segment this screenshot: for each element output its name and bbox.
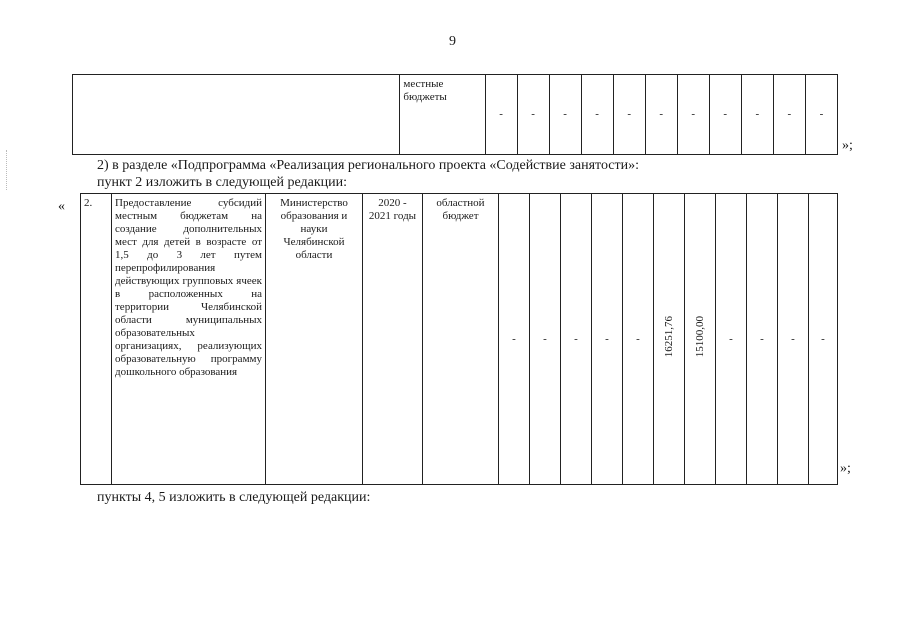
value-cell: - xyxy=(623,194,654,485)
value-cell xyxy=(654,194,685,485)
funding-source-label: местные бюджеты xyxy=(403,78,447,103)
value-cell: - xyxy=(581,75,613,155)
amendment-paragraph: пункты 4, 5 изложить в следующей редакции: xyxy=(97,490,371,505)
implementation-period: 2020 - 2021 годы xyxy=(368,197,417,222)
executor-cell xyxy=(266,194,363,485)
value-cell: - xyxy=(517,75,549,155)
page-number: 9 xyxy=(449,34,456,49)
value-cell: - xyxy=(716,194,747,485)
value-cell xyxy=(685,194,716,485)
executor-name: Министерство образования и науки Челябинской области xyxy=(280,197,348,261)
closing-quote: »; xyxy=(840,461,851,476)
value-cell: - xyxy=(741,75,773,155)
amendment-paragraph: пункт 2 изложить в следующей редакции: xyxy=(97,175,347,190)
measure-description: Предоставление субсидий местным бюджетам на создание дополнительных мест для детей в возрасте от 1,5 до 3 лет путем перепрофилирования действующих групповых ячеек в расположенных на территории Челябинской области муниципальных образовательных организациях, реализующих образовательную программу дошкольного образования xyxy=(115,197,262,378)
value-cell: - xyxy=(809,194,838,485)
value-cell: - xyxy=(709,75,741,155)
table-top-fragment xyxy=(72,74,838,155)
closing-quote: »; xyxy=(842,138,853,153)
value-cell: - xyxy=(613,75,645,155)
value-cell: - xyxy=(778,194,809,485)
value-cell: - xyxy=(561,194,592,485)
value-cell: - xyxy=(499,194,530,485)
funding-amount: 16251,76 xyxy=(662,316,675,358)
table-main xyxy=(80,193,838,485)
funding-amount: 15100,00 xyxy=(693,316,706,358)
value-cell: - xyxy=(645,75,677,155)
value-cell: - xyxy=(805,75,837,155)
value-cell: - xyxy=(592,194,623,485)
value-cell: - xyxy=(485,75,517,155)
period-cell xyxy=(363,194,423,485)
row-number: 2. xyxy=(84,197,93,209)
row-number-cell xyxy=(81,194,112,485)
value-cell: - xyxy=(773,75,805,155)
description-cell xyxy=(112,194,266,485)
value-cell: - xyxy=(530,194,561,485)
value-cell: - xyxy=(549,75,581,155)
funding-source-label: областной бюджет xyxy=(436,197,485,222)
funding-source-cell xyxy=(400,75,485,155)
opening-quote: « xyxy=(58,199,65,214)
empty-merged-cell xyxy=(73,75,400,155)
amendment-paragraph: 2) в разделе «Подпрограмма «Реализация регионального проекта «Содействие занятости»: xyxy=(97,158,640,173)
margin-scan-mark xyxy=(6,150,8,190)
value-cell: - xyxy=(747,194,778,485)
value-cell: - xyxy=(677,75,709,155)
funding-source-cell xyxy=(423,194,499,485)
